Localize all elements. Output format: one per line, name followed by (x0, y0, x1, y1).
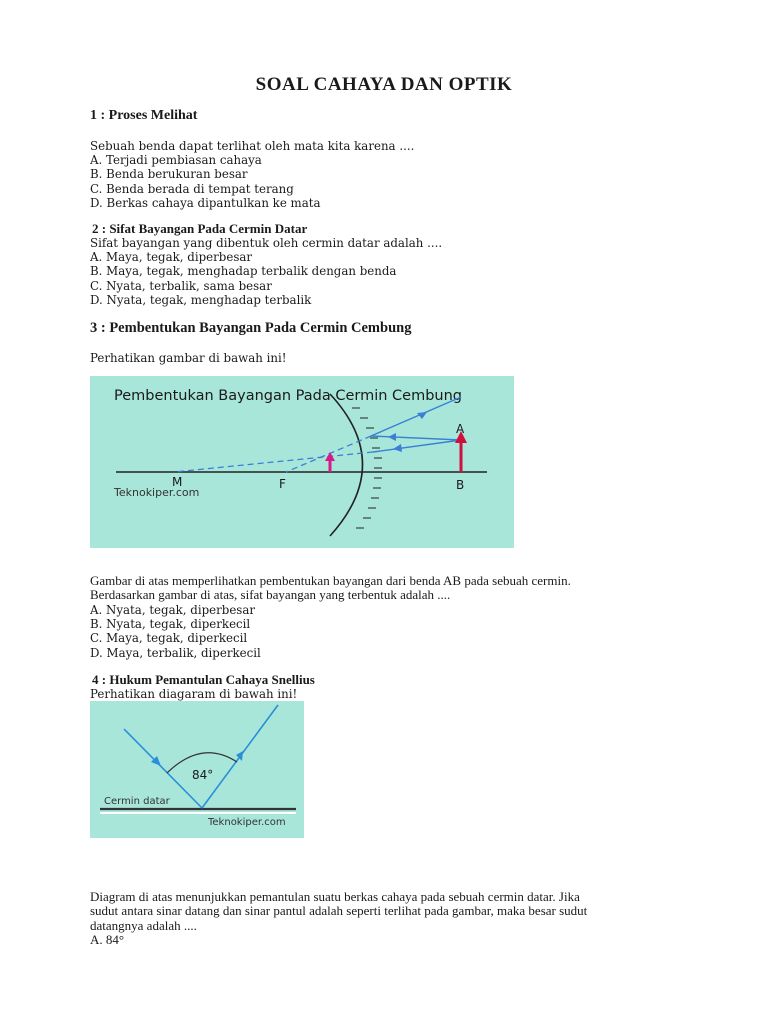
q4-text-line-3: datangnya adalah .... (90, 917, 197, 933)
q4-option-a: A. 84° (90, 932, 125, 948)
q2-option-b: B. Maya, tegak, menghadap terbalik dengan benda (90, 264, 397, 279)
convex-mirror-figure (90, 376, 514, 548)
q3-options (90, 603, 261, 660)
q3-option-c: C. Maya, tegak, diperkecil (90, 631, 248, 646)
q2-question: Sifat bayangan yang dibentuk oleh cermin datar adalah .... (90, 236, 443, 250)
q3-text-line-2: Berdasarkan gambar di atas, sifat bayangan yang terbentuk adalah .... (90, 587, 451, 603)
watermark: Teknokiper.com (208, 817, 286, 828)
q3-option-a: A. Nyata, tegak, diperbesar (90, 603, 256, 617)
q1-option-a: A. Terjadi pembiasan cahaya (90, 153, 262, 168)
q1-heading: 1 : Proses Melihat (90, 108, 198, 123)
label-b: B (456, 478, 465, 492)
mirror-label: Cermin datar (104, 796, 170, 807)
q1-option-d: D. Berkas cahaya dipantulkan ke mata (90, 195, 321, 210)
q3-block (90, 574, 571, 603)
q1-option-c: C. Benda berada di tempat terang (90, 181, 294, 196)
q3-option-b: B. Nyata, tegak, diperkecil (90, 617, 251, 632)
q2-block (90, 236, 442, 307)
q1-block (90, 139, 414, 210)
q3-intro: Perhatikan gambar di bawah ini! (90, 351, 287, 365)
q4-text-line-2: sudut antara sinar datang dan sinar pantul adalah seperti terlihat pada gambar, maka besar sudut (90, 903, 588, 919)
q2-heading: 2 : Sifat Bayangan Pada Cermin Datar (92, 221, 308, 236)
reflection-figure (90, 701, 304, 838)
figure-caption: Pembentukan Bayangan Pada Cermin Cembung (114, 388, 463, 404)
q4-heading: 4 : Hukum Pemantulan Cahaya Snellius (92, 672, 315, 687)
q3-heading: 3 : Pembentukan Bayangan Pada Cermin Cembung (90, 320, 412, 336)
q1-option-b: B. Benda berukuran besar (90, 167, 248, 182)
q4-block (90, 890, 587, 948)
q3-text-line-1: Gambar di atas memperlihatkan pembentukan bayangan dari benda AB pada sebuah cermin. (90, 573, 571, 588)
watermark: Teknokiper.com (114, 486, 200, 499)
q2-option-d: D. Nyata, tegak, menghadap terbalik (90, 292, 312, 307)
q4-intro: Perhatikan diagaram di bawah ini! (90, 687, 298, 701)
angle-label: 84° (192, 768, 214, 782)
q3-option-d: D. Maya, terbalik, diperkecil (90, 645, 261, 660)
label-a: A (456, 422, 465, 436)
page-title: SOAL CAHAYA DAN OPTIK (255, 74, 513, 95)
q2-option-c: C. Nyata, terbalik, sama besar (90, 278, 272, 293)
q1-question: Sebuah benda dapat terlihat oleh mata kita karena .... (90, 139, 415, 153)
q2-option-a: A. Maya, tegak, diperbesar (90, 250, 253, 265)
label-f: F (279, 477, 286, 491)
label-m: M (172, 475, 183, 489)
q4-text-line-1: Diagram di atas menunjukkan pemantulan suatu berkas cahaya pada sebuah cermin datar. Jika (90, 889, 580, 904)
